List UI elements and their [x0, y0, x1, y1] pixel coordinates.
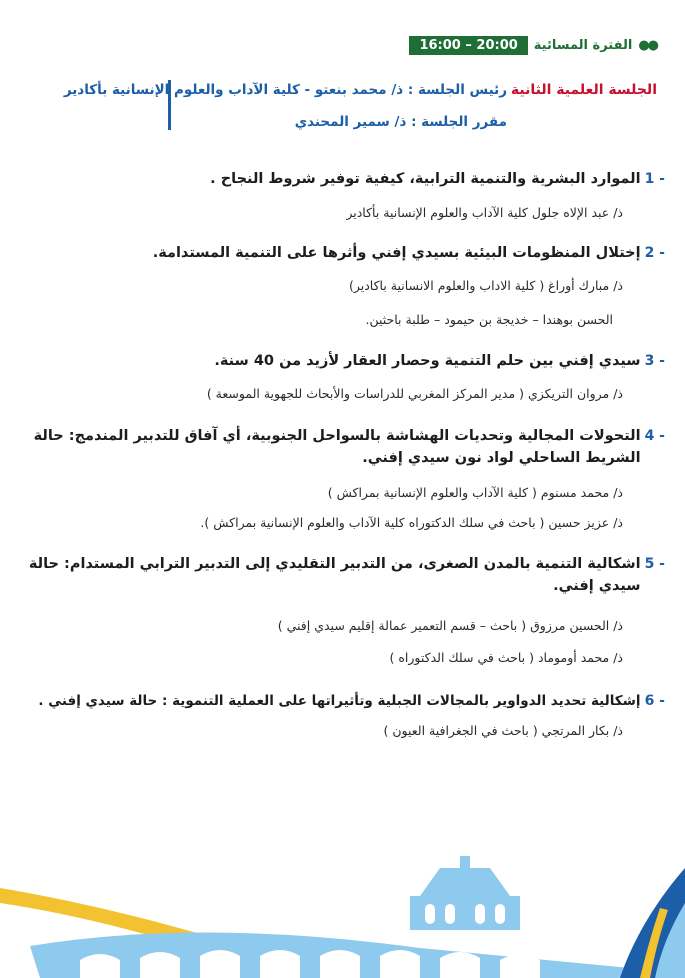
item-author: ذ/ عبد الإلاه جلول كلية الآداب والعلوم الإنسانية بأكادير	[346, 205, 623, 220]
item-title: الموارد البشرية والتنمية الترابية، كيفية توفير شروط النجاح .	[210, 171, 641, 187]
period-header	[409, 36, 657, 55]
item-author: ذ/ مبارك أوراغ ( كلية الاداب والعلوم الانسانية باكادير)	[348, 278, 623, 293]
item-author: ذ/ محمد أوموماد ( باحث في سلك الدكتوراه )	[389, 650, 623, 665]
item-title: التحولات المجالية وتحديات الهشاشة بالسواحل الجنوبية، أي آفاق للتدبير المندمج: حالة الشريط الساحلي لواد نون سيدي إفني.	[33, 428, 641, 466]
footer-decoration	[0, 848, 685, 978]
program-item	[20, 425, 665, 469]
item-author: ذ/ عزيز حسين ( باحث في سلك الدكتوراه كلية الآداب والعلوم الإنسانية بمراكش ).	[200, 515, 623, 530]
item-number: 2 -	[644, 245, 665, 261]
item-title-row	[20, 425, 665, 469]
item-title-row	[20, 168, 665, 190]
session-chair: رئيس الجلسة : ذ/ محمد بنعتو - كلية الآداب والعلوم الإنسانية بأكادير	[63, 82, 507, 98]
period-label: الفترة المسائية	[533, 38, 633, 53]
item-title-row	[20, 690, 665, 712]
item-title: اشكالية التنمية بالمدن الصغرى، من التدبير التقليدي إلى التدبير الترابي المستدام: حالة سيدي إفني.	[28, 556, 641, 594]
item-number: 4 -	[644, 428, 665, 444]
session-rapporteur: مقرر الجلسة : ذ/ سمير المحندي	[294, 114, 507, 130]
time-badge: 16:00 – 20:00	[409, 36, 527, 55]
item-title: إختلال المنظومات البيئية بسيدي إفني وأثرها على التنمية المستدامة.	[152, 245, 641, 261]
item-number: 3 -	[644, 353, 665, 369]
program-item	[20, 690, 665, 712]
item-title: إشكالية تحديد الدواوير بالمجالات الجبلية وتأثيراتها على العملية التنموية : حالة سيدي إفني .	[38, 693, 641, 709]
item-title: سيدي إفني بين حلم التنمية وحصار العقار لأزيد من 40 سنة.	[214, 353, 641, 369]
item-author: الحسن بوهندا – خديجة بن حيمود – طلبة باحثين.	[365, 312, 613, 327]
item-author: ذ/ مروان التريكزي ( مدير المركز المغربي للدراسات والأبحاث للجهوية الموسعة )	[206, 386, 623, 401]
item-number: 1 -	[644, 171, 665, 187]
program-item	[20, 242, 665, 264]
item-title-row	[20, 242, 665, 264]
session-title: الجلسة العلمية الثانية	[510, 82, 657, 98]
item-author: ذ/ بكار المرتجي ( باحث في الجغرافية العيون )	[383, 723, 623, 738]
item-number: 5 -	[644, 556, 665, 572]
item-number: 6 -	[644, 693, 665, 709]
item-author: ذ/ محمد مسنوم ( كلية الآداب والعلوم الإنسانية بمراكش )	[327, 485, 623, 500]
bullet-dots-icon: ●●	[638, 38, 657, 53]
program-item	[20, 553, 665, 597]
item-title-row	[20, 350, 665, 372]
item-title-row	[20, 553, 665, 597]
program-item	[20, 350, 665, 372]
program-item	[20, 168, 665, 190]
item-author: ذ/ الحسين مرزوق ( باحث – قسم التعمير عمالة إقليم سيدي إفني )	[277, 618, 623, 633]
